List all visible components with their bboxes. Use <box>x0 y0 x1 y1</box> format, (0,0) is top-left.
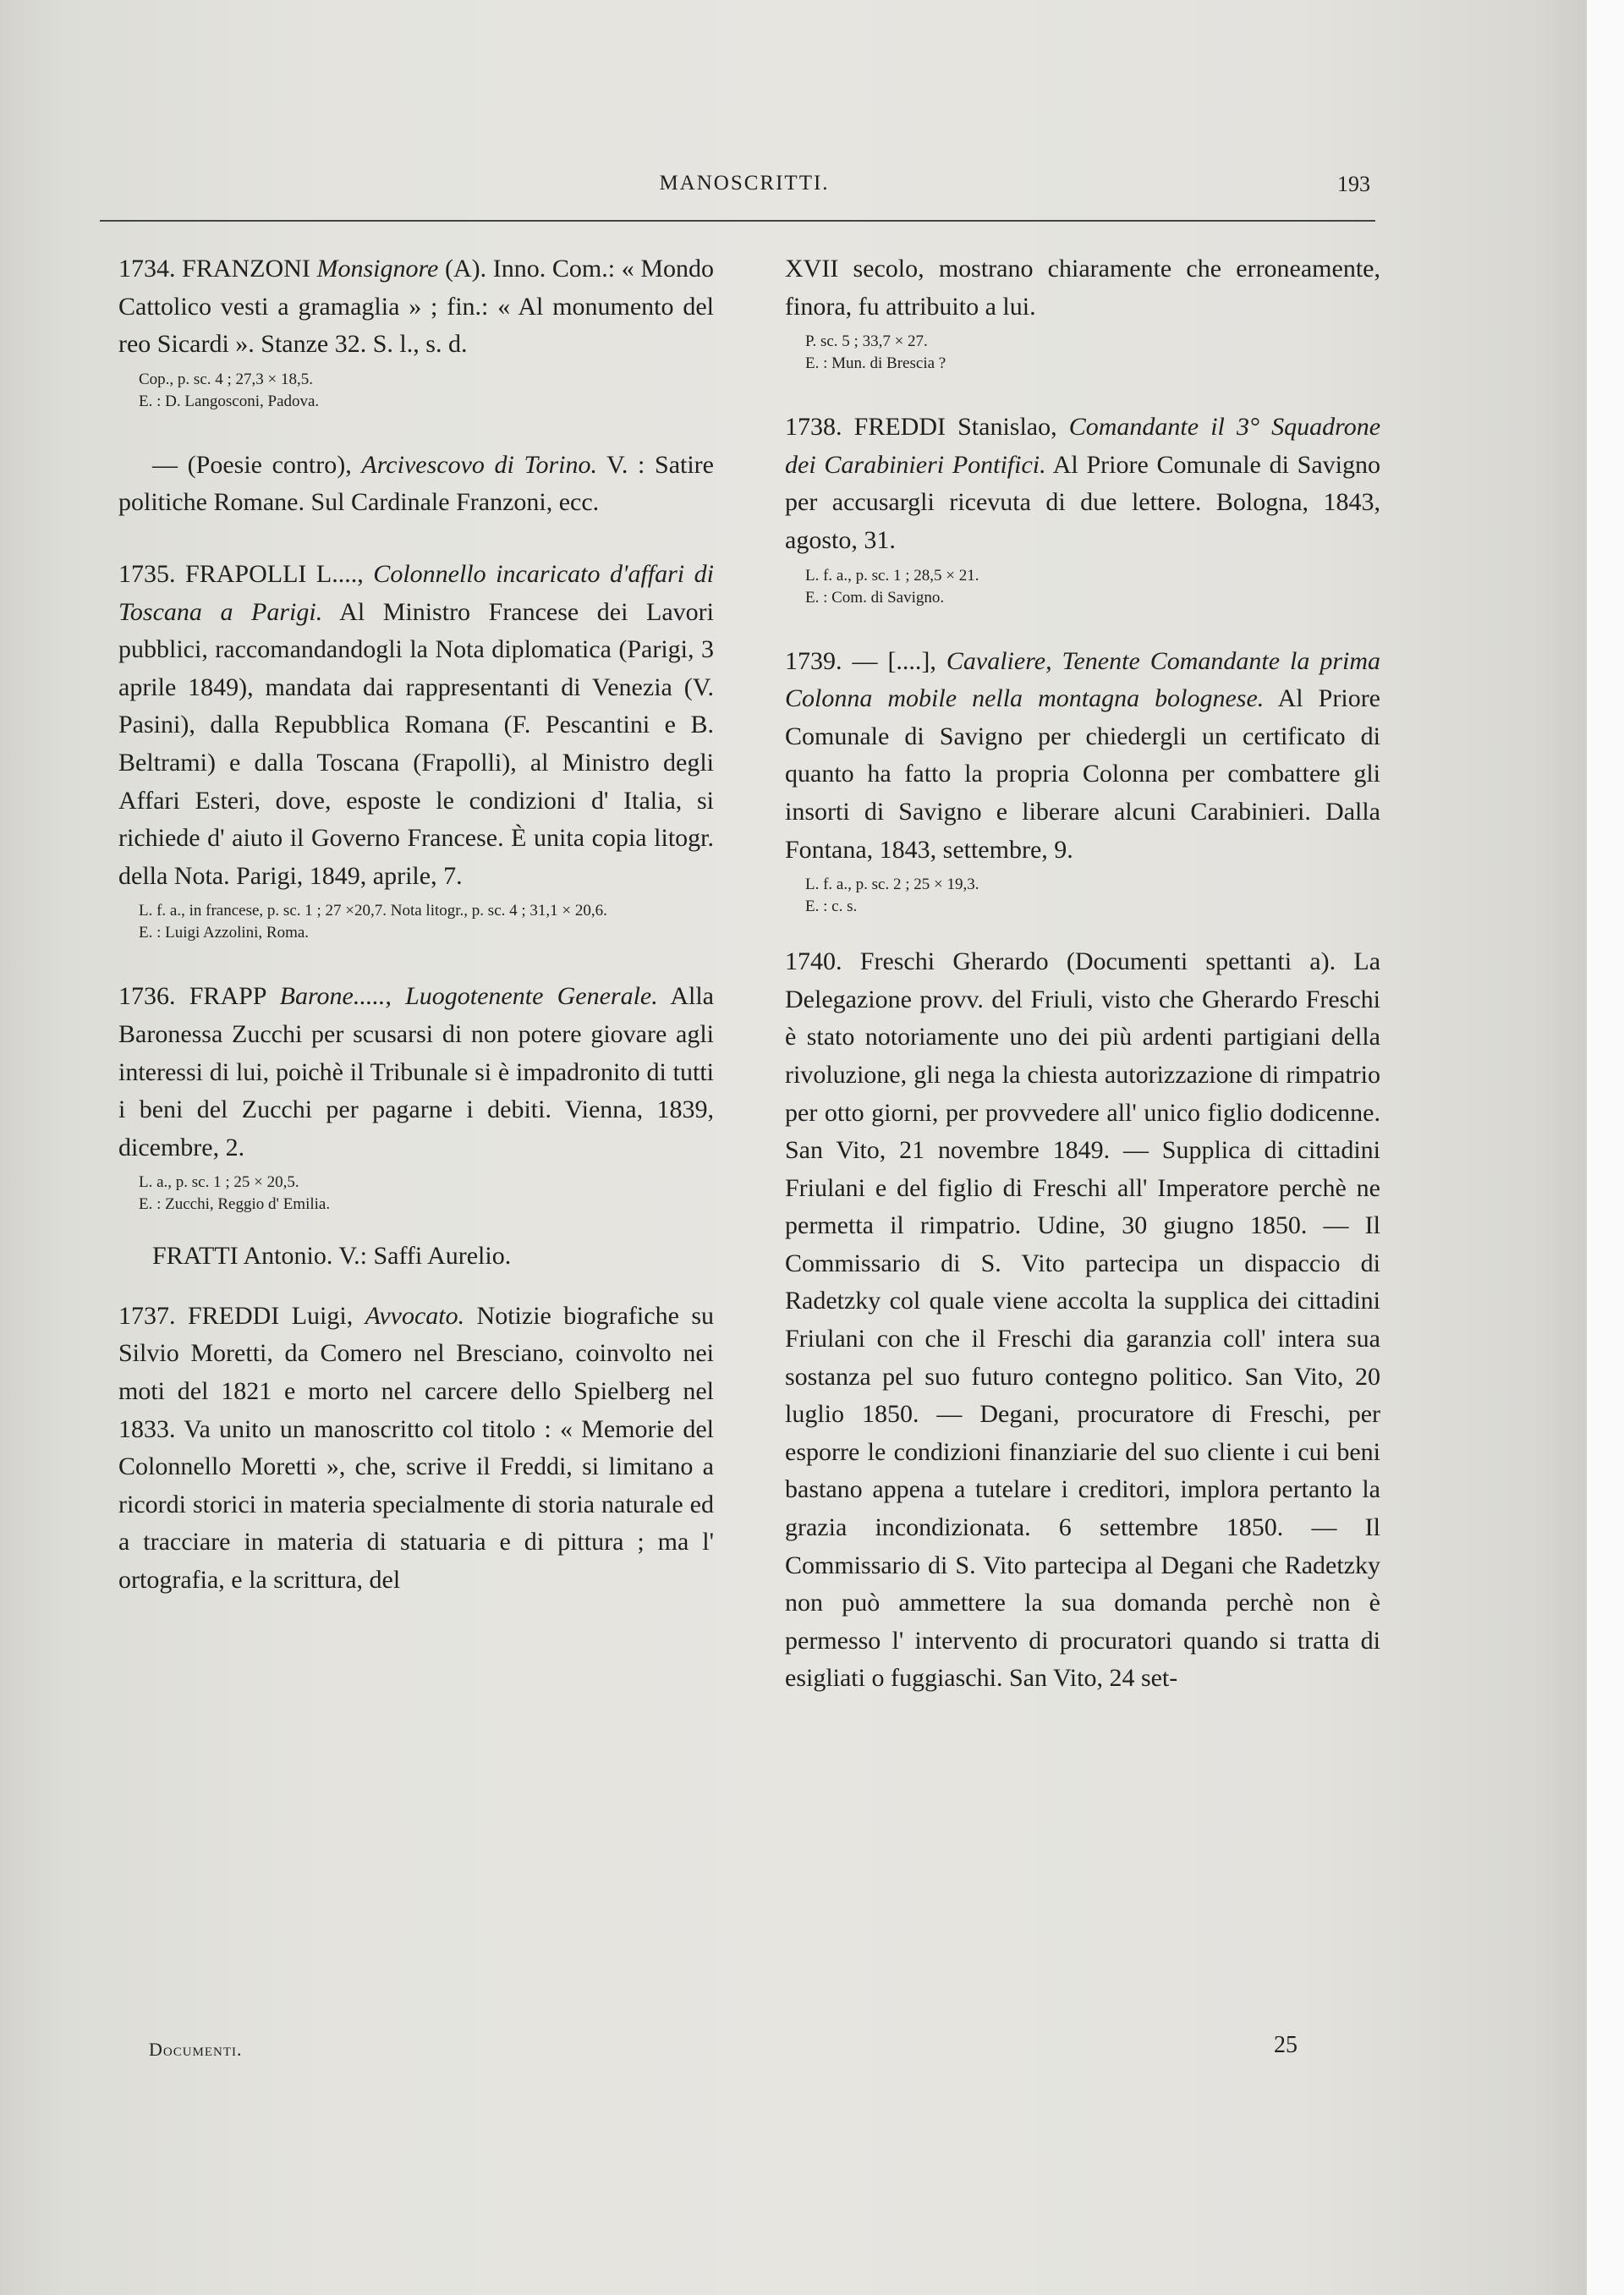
entry-text: (A). Inno. Com.: « Mondo Cattolico vesti a gramaglia » ; fin.: « Al monumento del reo Sicardi ». Stanze 32. S. l., s. d. <box>118 255 715 359</box>
entry-number: 1736. <box>118 982 189 1011</box>
entry-owner: E. : Zucchi, Reggio d' Emilia. <box>139 1195 331 1214</box>
entry-text: Al Priore Comunale di Savigno per accusargli ricevuta di due lettere. Bologna, 1843, agosto, 31. <box>785 450 1380 554</box>
entry-note: L. a., p. sc. 1 ; 25 × 20,5. <box>139 1173 299 1192</box>
entry-title: Comandante il 3° Squadrone dei Carabinieri Pontifici. <box>785 413 1381 479</box>
entry-title: Arcivescovo di Torino. <box>361 450 597 479</box>
entry-name: FRAPP <box>189 982 280 1011</box>
entry-owner: E. : Com. di Savigno. <box>805 588 945 607</box>
entry-title: Barone....., Luogotenente Generale. <box>279 982 658 1011</box>
entry-title: Cavaliere, Tenente Comandante la prima Colonna mobile nella montagna bolognese. <box>785 646 1380 713</box>
entry-name: — [....], <box>852 646 946 675</box>
page-edge <box>1587 0 1624 2295</box>
entry-1737-continued: XVII secolo, mostrano chiaramente che erroneamente, finora, fu attribuito a lui. <box>785 255 1380 321</box>
entry-owner: E. : c. s. <box>805 898 858 916</box>
entry-1737 <box>118 1298 714 1600</box>
page-number: 193 <box>1337 172 1370 196</box>
entry-note: L. f. a., p. sc. 2 ; 25 × 19,3. <box>805 876 979 894</box>
entry-note: Cop., p. sc. 4 ; 27,3 × 18,5. <box>139 370 313 388</box>
header-title: MANOSCRITTI. <box>659 172 830 195</box>
entry-number: 1739. <box>785 646 853 675</box>
entry-text: Notizie biografiche su Silvio Moretti, da Comero nel Bresciano, coinvolto nei moti del 1821 e morto nel carcere dello Spielberg nel 1833. Va unito un manoscritto col titolo : « Memorie del Colonnello Moretti », che, scrive il Freddi, si limitano a ricordi storici in materia specialmente di storia naturale ed a tracciare in materia di statuaria e di pittura ; ma l' ortografia, e la scrittura, del <box>118 1301 714 1595</box>
gathering-number: 25 <box>1274 2032 1298 2058</box>
entry-text: La Delegazione provv. del Friuli, visto che Gherardo Freschi è stato notoriamente uno dei più ardenti partigiani della rivoluzione, gli nega la chiesta autorizzazione di rimpatrio per otto giorni, per provvedere all' unico figlio dodicenne. San Vito, 21 novembre 1849. — Supplica di cittadini Friulani e del figlio di Freschi all' Imperatore perchè ne permetta il rimpatrio. Udine, 30 giugno 1850. — Il Commissario di S. Vito partecipa un dispaccio di Radetzky col quale viene accolta la supplica dei cittadini Friulani con che il Freschi dia garanzia coll' intera sua sostanza pel suo futuro contegno politico. San Vito, 20 luglio 1850. — Degani, procuratore di Freschi, per esporre le condizioni finanziarie del suo cliente i cui beni bastano appena a tutelare i creditori, implora pertanto la grazia incondizionata. 6 settembre 1850. — Il Commissario di S. Vito partecipa al Degani che Radetzky non può ammettere la sua domanda perchè non è permesso l' intervento di procuratori quando si tratta di esigliati o fuggiaschi. San Vito, 24 set- <box>785 947 1381 1693</box>
entry-number: 1735. <box>118 559 186 588</box>
entry-note: L. f. a., p. sc. 1 ; 28,5 × 21. <box>805 566 979 585</box>
entry-1736 <box>118 978 714 1167</box>
header-rule <box>100 220 1375 222</box>
entry-1734b <box>118 447 714 522</box>
entry-name: FREDDI Stanislao, <box>853 413 1069 442</box>
entry-1740 <box>785 943 1380 1698</box>
entry-1735 <box>118 556 714 895</box>
right-column <box>785 250 1380 1698</box>
entry-1738 <box>785 409 1380 559</box>
entry-text: Al Priore Comunale di Savigno per chiedergli un certificato di quanto ha fatto la propria Colonna per combattere gli insorti di Savigno e liberare alcuni Carabinieri. Dalla Fontana, 1843, settembre, 9. <box>785 684 1380 864</box>
entry-note: L. f. a., in francese, p. sc. 1 ; 27 ×20,7. Nota litogr., p. sc. 4 ; 31,1 × 20,6. <box>139 902 607 920</box>
entry-title: Colonnello incaricato d'affari di Toscana a Parigi. <box>118 559 714 626</box>
entry-title: Monsignore <box>316 255 439 283</box>
entry-name: FRAPOLLI L...., <box>185 559 364 588</box>
entry-owner: E. : Luigi Azzolini, Roma. <box>139 924 310 942</box>
left-column <box>118 250 714 1600</box>
entry-owner: E. : D. Langosconi, Padova. <box>139 392 320 410</box>
entry-text: Alla Baronessa Zucchi per scusarsi di non potere giovare agli interessi di lui, poichè il Tribunale si è impadronito di tutti i beni del Zucchi per pagarne i debiti. Vienna, 1839, dicembre, 2. <box>118 982 714 1161</box>
running-header <box>118 172 1370 206</box>
entry-text: V. : Satire politiche Romane. Sul Cardinale Franzoni, ecc. <box>118 450 714 517</box>
entry-name: FREDDI Luigi, <box>187 1301 365 1330</box>
entry-lead: — (Poesie contro), <box>152 450 362 479</box>
entry-text: Al Ministro Francese dei Lavori pubblici, raccomandandogli la Nota diplomatica (Parigi, 3 aprile 1849), mandata dai rappresentanti di Venezia (V. Pasini), dalla Repubblica Romana (F. Pescantini e B. Beltrami) e dalla Toscana (Frapolli), al Ministro degli Affari Esteri, dove, esposte le condizioni d' Italia, si richiede d' aiuto il Governo Francese. È unita copia litogr. della Nota. Parigi, 1849, aprile, 7. <box>118 597 714 890</box>
entry-name: FRANZONI <box>182 255 317 283</box>
entry-name: Freschi Gherardo (Documenti spettanti a). <box>859 947 1336 976</box>
entry-1734 <box>118 250 714 364</box>
signature-mark: Documenti. <box>149 2039 243 2060</box>
entry-title: Avvocato. <box>365 1301 465 1330</box>
entry-note: P. sc. 5 ; 33,7 × 27. <box>805 332 928 351</box>
entry-number: 1740. <box>785 947 860 976</box>
entry-1739 <box>785 643 1380 870</box>
cross-reference: FRATTI Antonio. V.: Saffi Aurelio. <box>152 1242 512 1271</box>
entry-number: 1738. <box>785 413 854 442</box>
entry-number: 1737. <box>118 1301 188 1330</box>
entry-owner: E. : Mun. di Brescia ? <box>805 354 946 373</box>
entry-number: 1734. <box>118 255 183 283</box>
